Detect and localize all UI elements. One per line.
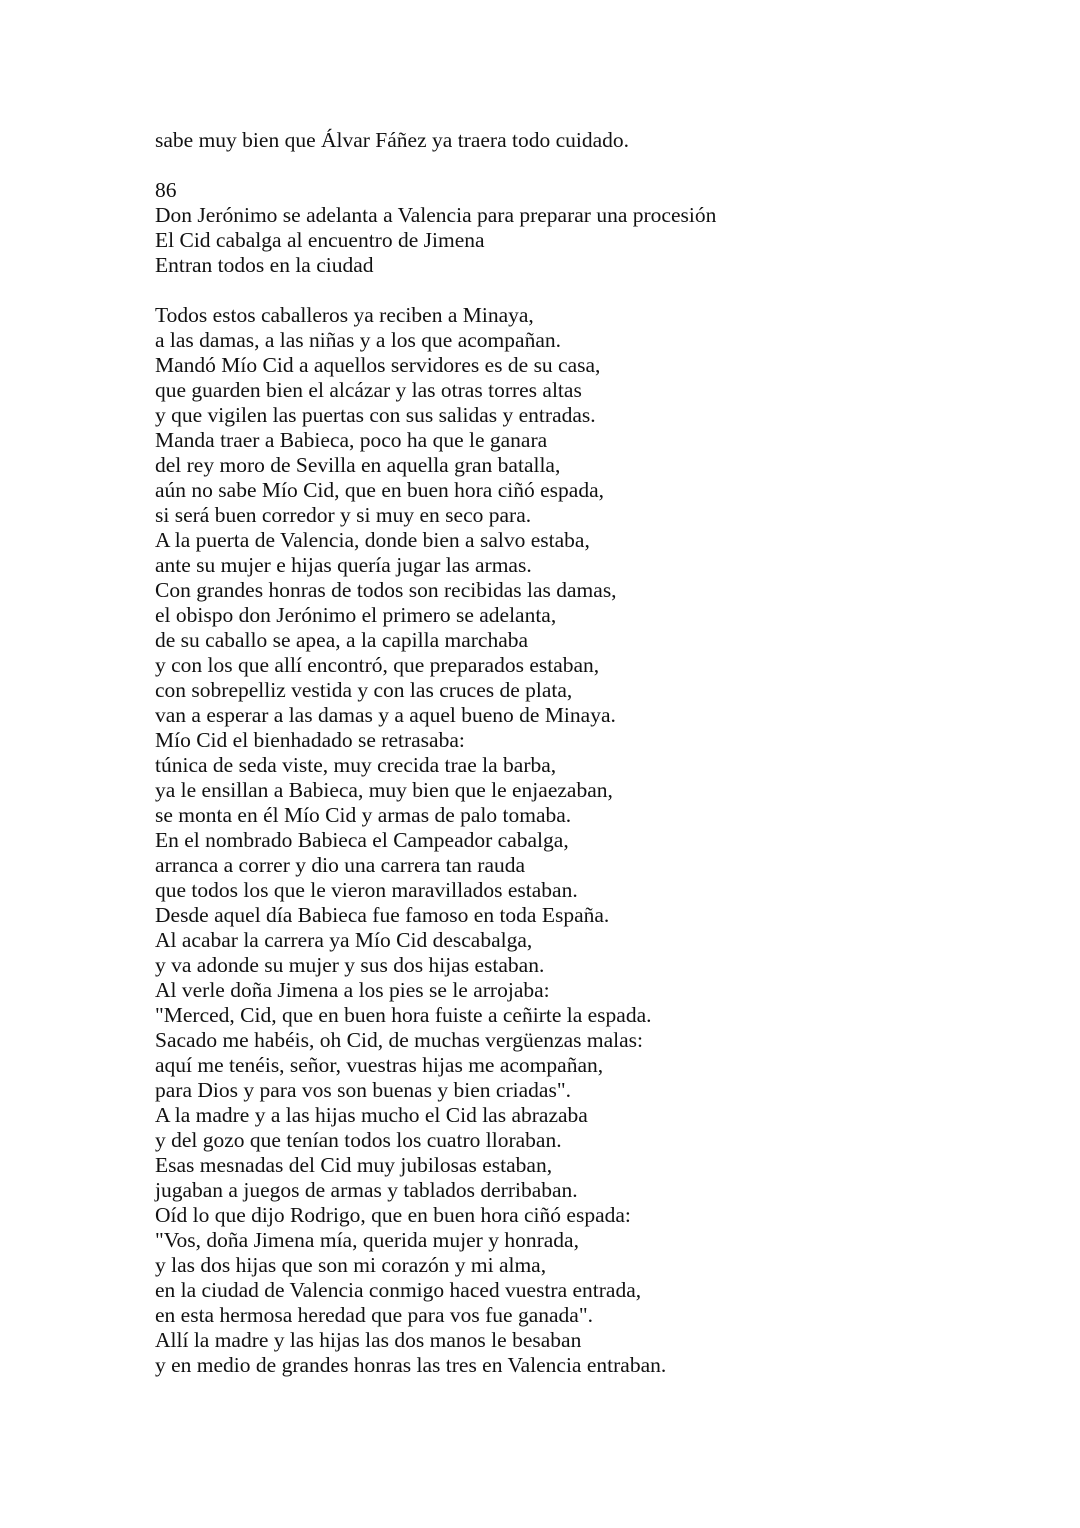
verse-line: Mío Cid el bienhadado se retrasaba:	[155, 728, 465, 752]
section-heading: Don Jerónimo se adelanta a Valencia para preparar una procesión	[155, 203, 717, 227]
verse-line: y va adonde su mujer y sus dos hijas estaban.	[155, 953, 545, 977]
document-page	[155, 128, 1035, 1378]
verse-line: y las dos hijas que son mi corazón y mi alma,	[155, 1253, 547, 1277]
verse-line: de su caballo se apea, a la capilla marchaba	[155, 628, 529, 652]
section-heading: Entran todos en la ciudad	[155, 253, 374, 277]
verse-line: el obispo don Jerónimo el primero se adelanta,	[155, 603, 557, 627]
verse-line: ya le ensillan a Babieca, muy bien que le enjaezaban,	[155, 778, 613, 802]
verse-line: que todos los que le vieron maravillados estaban.	[155, 878, 578, 902]
verse-line: en esta hermosa heredad que para vos fue ganada".	[155, 1303, 593, 1327]
verse-line: Todos estos caballeros ya reciben a Minaya,	[155, 303, 534, 327]
verse-line: con sobrepelliz vestida y con las cruces de plata,	[155, 678, 573, 702]
section-heading: El Cid cabalga al encuentro de Jimena	[155, 228, 485, 252]
verse-line: Oíd lo que dijo Rodrigo, que en buen hora ciñó espada:	[155, 1203, 631, 1227]
verse-line: se monta en él Mío Cid y armas de palo tomaba.	[155, 803, 572, 827]
verse-line: "Merced, Cid, que en buen hora fuiste a ceñirte la espada.	[155, 1003, 652, 1027]
verse-line: Esas mesnadas del Cid muy jubilosas estaban,	[155, 1153, 553, 1177]
verse-line: Manda traer a Babieca, poco ha que le ganara	[155, 428, 548, 452]
verse-line: "Vos, doña Jimena mía, querida mujer y honrada,	[155, 1228, 579, 1252]
verse-line: A la puerta de Valencia, donde bien a salvo estaba,	[155, 528, 590, 552]
verse-line: Con grandes honras de todos son recibidas las damas,	[155, 578, 617, 602]
verse-line: y en medio de grandes honras las tres en Valencia entraban.	[155, 1353, 667, 1377]
verse-line: Desde aquel día Babieca fue famoso en toda España.	[155, 903, 610, 927]
section-headings	[155, 203, 1035, 278]
verse-line: en la ciudad de Valencia conmigo haced vuestra entrada,	[155, 1278, 642, 1302]
spacer	[155, 153, 1035, 178]
verse-line: y que vigilen las puertas con sus salidas y entradas.	[155, 403, 596, 427]
verse-line: Al verle doña Jimena a los pies se le arrojaba:	[155, 978, 550, 1002]
section-number: 86	[155, 178, 177, 202]
verse-line: A la madre y a las hijas mucho el Cid las abrazaba	[155, 1103, 588, 1127]
spacer	[155, 278, 1035, 303]
verse-line: Sacado me habéis, oh Cid, de muchas vergüenzas malas:	[155, 1028, 643, 1052]
verse-line: que guarden bien el alcázar y las otras torres altas	[155, 378, 582, 402]
verse-line: túnica de seda viste, muy crecida trae la barba,	[155, 753, 557, 777]
verse-line: para Dios y para vos son buenas y bien criadas".	[155, 1078, 571, 1102]
verse-block	[155, 303, 1035, 1378]
verse-line: aquí me tenéis, señor, vuestras hijas me acompañan,	[155, 1053, 604, 1077]
verse-line: En el nombrado Babieca el Campeador cabalga,	[155, 828, 569, 852]
verse-line: y con los que allí encontró, que preparados estaban,	[155, 653, 600, 677]
opening-line: sabe muy bien que Álvar Fáñez ya traera todo cuidado.	[155, 128, 630, 152]
verse-line: a las damas, a las niñas y a los que acompañan.	[155, 328, 561, 352]
verse-line: Al acabar la carrera ya Mío Cid descabalga,	[155, 928, 533, 952]
verse-line: si será buen corredor y si muy en seco para.	[155, 503, 532, 527]
verse-line: ante su mujer e hijas quería jugar las armas.	[155, 553, 532, 577]
verse-line: van a esperar a las damas y a aquel bueno de Minaya.	[155, 703, 616, 727]
verse-line: Allí la madre y las hijas las dos manos le besaban	[155, 1328, 582, 1352]
verse-line: del rey moro de Sevilla en aquella gran batalla,	[155, 453, 561, 477]
verse-line: jugaban a juegos de armas y tablados derribaban.	[155, 1178, 578, 1202]
verse-line: Mandó Mío Cid a aquellos servidores es de su casa,	[155, 353, 601, 377]
verse-line: y del gozo que tenían todos los cuatro lloraban.	[155, 1128, 562, 1152]
verse-line: arranca a correr y dio una carrera tan rauda	[155, 853, 526, 877]
verse-line: aún no sabe Mío Cid, que en buen hora ciñó espada,	[155, 478, 604, 502]
